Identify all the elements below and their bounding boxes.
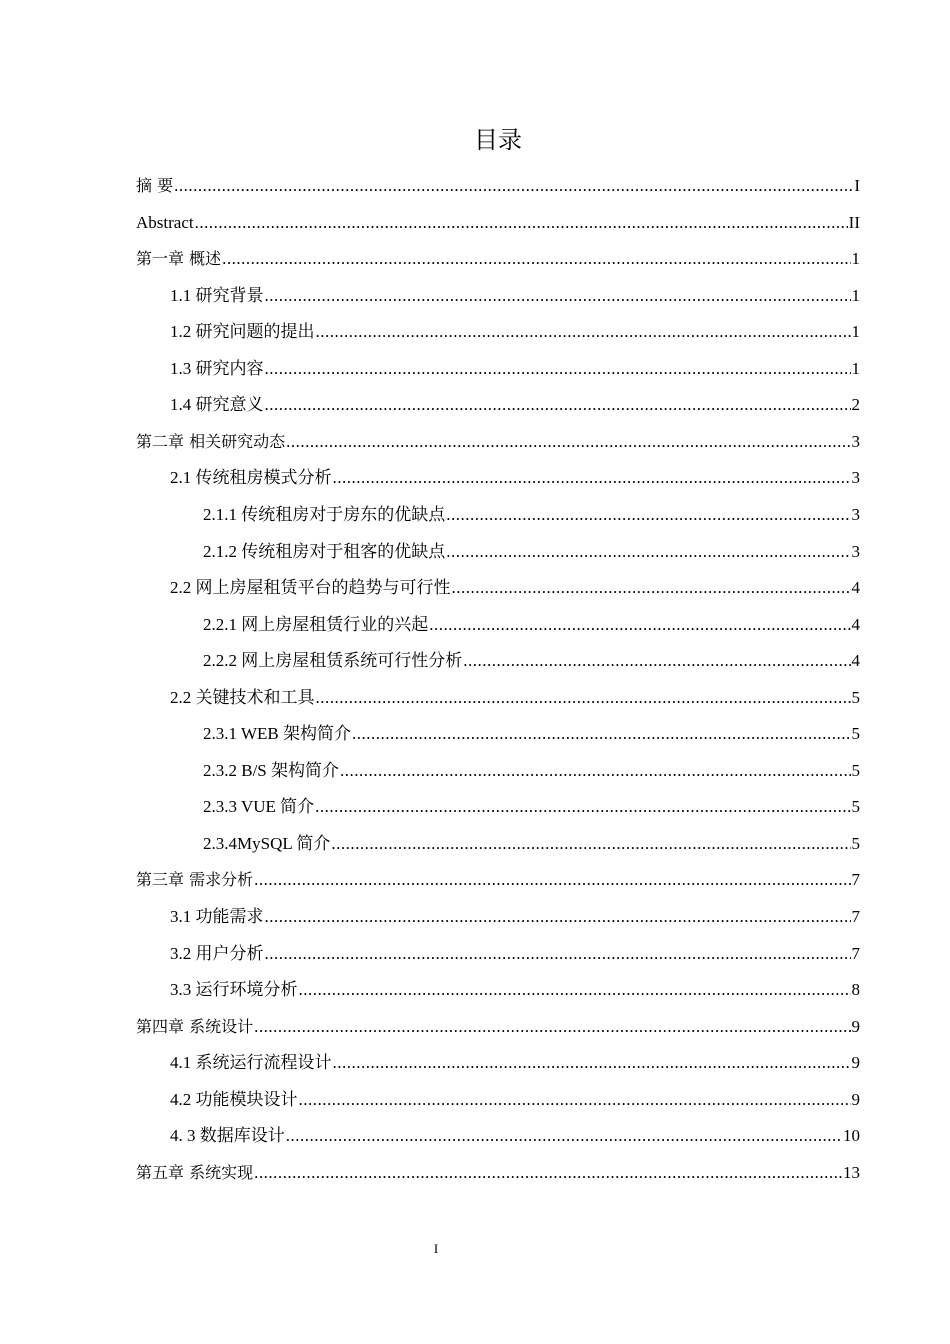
toc-entry[interactable] (170, 684, 860, 712)
toc-dot-leader (452, 574, 851, 602)
toc-entry[interactable] (203, 501, 860, 529)
toc-entry-page: 13 (843, 1162, 860, 1182)
toc-entry-title: 2.2 网上房屋租赁平台的趋势与可行性 (170, 578, 451, 598)
toc-entry[interactable] (170, 1122, 860, 1150)
toc-dot-leader (195, 209, 848, 237)
toc-entry-page: 3 (851, 504, 860, 524)
toc-entry-page: 9 (851, 1016, 860, 1036)
toc-dot-leader (265, 940, 851, 968)
toc-entry[interactable] (170, 464, 860, 492)
toc-entry[interactable] (170, 940, 860, 968)
toc-entry-title: 2.2 关键技术和工具 (170, 687, 315, 707)
toc-dot-leader (429, 611, 850, 639)
toc-dot-leader (352, 720, 851, 748)
toc-entry-title: 2.1 传统租房模式分析 (170, 468, 332, 488)
toc-entry-title: 2.3.2 B/S 架构简介 (203, 760, 340, 780)
toc-entry[interactable] (136, 1013, 860, 1041)
toc-entry-page: 3 (851, 431, 860, 451)
toc-dot-leader (265, 903, 851, 931)
toc-entry[interactable] (136, 209, 860, 237)
toc-entry-title: 1.3 研究内容 (170, 358, 264, 378)
toc-entry-title: 2.3.3 VUE 简介 (203, 797, 315, 817)
toc-entry-page: 1 (851, 358, 860, 378)
toc-entry-page: 3 (851, 468, 860, 488)
toc-dot-leader (316, 318, 851, 346)
toc-entry[interactable] (170, 282, 860, 310)
toc-entry[interactable] (170, 976, 860, 1004)
toc-dot-leader (286, 1122, 842, 1150)
toc-entry[interactable] (170, 355, 860, 383)
toc-entry-title: 4. 3 数据库设计 (170, 1126, 285, 1146)
toc-entry-page: 4 (851, 578, 860, 598)
toc-entry-page: 1 (851, 322, 860, 342)
toc-dot-leader (315, 793, 850, 821)
toc-entry-page: I (854, 176, 860, 195)
toc-entry-title: 摘 要 (136, 176, 174, 195)
toc-entry[interactable] (203, 830, 860, 858)
toc-dot-leader (286, 428, 850, 456)
page-title: 目录 (474, 126, 522, 154)
toc-entry[interactable] (136, 1159, 860, 1187)
toc-entry[interactable] (136, 866, 860, 894)
toc-entry-title: 4.1 系统运行流程设计 (170, 1053, 332, 1073)
toc-dot-leader (265, 282, 851, 310)
toc-entry-title: 4.2 功能模块设计 (170, 1089, 298, 1109)
toc-dot-leader (446, 538, 850, 566)
toc-entry-title: 3.2 用户分析 (170, 943, 264, 963)
toc-entry-title: 第五章 系统实现 (136, 1162, 254, 1182)
toc-dot-leader (265, 355, 851, 383)
toc-dot-leader (254, 866, 850, 894)
toc-entry[interactable] (203, 720, 860, 748)
toc-dot-leader (299, 1086, 851, 1114)
toc-entry[interactable] (136, 428, 860, 456)
toc-entry-page: 9 (851, 1089, 860, 1109)
toc-entry-page: 7 (851, 943, 860, 963)
toc-entry-title: 2.3.1 WEB 架构简介 (203, 724, 351, 744)
toc-entry-title: 第三章 需求分析 (136, 870, 254, 890)
toc-entry[interactable] (170, 574, 860, 602)
toc-entry[interactable] (136, 172, 860, 200)
toc-entry[interactable] (136, 245, 860, 273)
toc-dot-leader (340, 757, 850, 785)
toc-entry[interactable] (203, 647, 860, 675)
toc-entry[interactable] (170, 1049, 860, 1077)
toc-dot-leader (331, 830, 850, 858)
toc-dot-leader (265, 391, 851, 419)
toc-entry-page: 4 (851, 614, 860, 634)
toc-entry-title: 1.1 研究背景 (170, 285, 264, 305)
toc-entry-page: 7 (851, 907, 860, 926)
toc-entry[interactable] (170, 318, 860, 346)
toc-entry[interactable] (170, 1086, 860, 1114)
toc-entry-page: 1 (851, 285, 860, 305)
toc-entry-title: 1.2 研究问题的提出 (170, 322, 315, 342)
toc-entry[interactable] (203, 793, 860, 821)
toc-entry-page: 7 (851, 870, 860, 890)
toc-entry-page: 9 (851, 1053, 860, 1073)
toc-dot-leader (463, 647, 850, 675)
toc-entry[interactable] (170, 391, 860, 419)
toc-entry-title: 第一章 概述 (136, 249, 222, 269)
toc-entry-title: 第四章 系统设计 (136, 1016, 254, 1036)
toc-entry-title: 2.3.4MySQL 简介 (203, 833, 331, 853)
toc-entry-page: 4 (851, 651, 860, 671)
toc-dot-leader (316, 684, 851, 712)
toc-entry-title: 3.3 运行环境分析 (170, 980, 298, 1000)
toc-entry-page: II (848, 212, 860, 232)
toc-entry-page: 2 (851, 395, 860, 415)
toc-dot-leader (222, 245, 850, 273)
toc-entry-page: 8 (851, 980, 860, 1000)
toc-entry-title: 第二章 相关研究动态 (136, 431, 286, 451)
toc-entry-title: 2.1.2 传统租房对于租客的优缺点 (203, 541, 446, 561)
toc-dot-leader (446, 501, 850, 529)
toc-entry-page: 5 (851, 724, 860, 744)
toc-entry[interactable] (203, 757, 860, 785)
toc-entry-page: 10 (843, 1126, 860, 1146)
toc-entry-page: 5 (851, 833, 860, 853)
toc-entry-title: 1.4 研究意义 (170, 395, 264, 415)
toc-dot-leader (254, 1013, 850, 1041)
toc-entry[interactable] (170, 903, 860, 931)
page-number-footer: I (433, 1241, 439, 1256)
toc-dot-leader (333, 1049, 851, 1077)
toc-entry-title: 2.1.1 传统租房对于房东的优缺点 (203, 504, 446, 524)
toc-entry-page: 5 (851, 797, 860, 817)
toc-entry-title: 2.2.2 网上房屋租赁系统可行性分析 (203, 651, 463, 671)
toc-entry[interactable] (203, 611, 860, 639)
toc-entry-title: Abstract (136, 212, 194, 232)
toc-dot-leader (174, 172, 853, 200)
toc-entry-page: 5 (851, 687, 860, 707)
toc-entry-page: 1 (851, 249, 860, 269)
toc-dot-leader (333, 464, 851, 492)
toc-entry-page: 3 (851, 541, 860, 561)
toc-dot-leader (299, 976, 851, 1004)
toc-entry-title: 2.2.1 网上房屋租赁行业的兴起 (203, 614, 429, 634)
toc-entry-title: 3.1 功能需求 (170, 907, 264, 926)
toc-dot-leader (254, 1159, 842, 1187)
toc-entry-page: 5 (851, 760, 860, 780)
toc-entry[interactable] (203, 538, 860, 566)
